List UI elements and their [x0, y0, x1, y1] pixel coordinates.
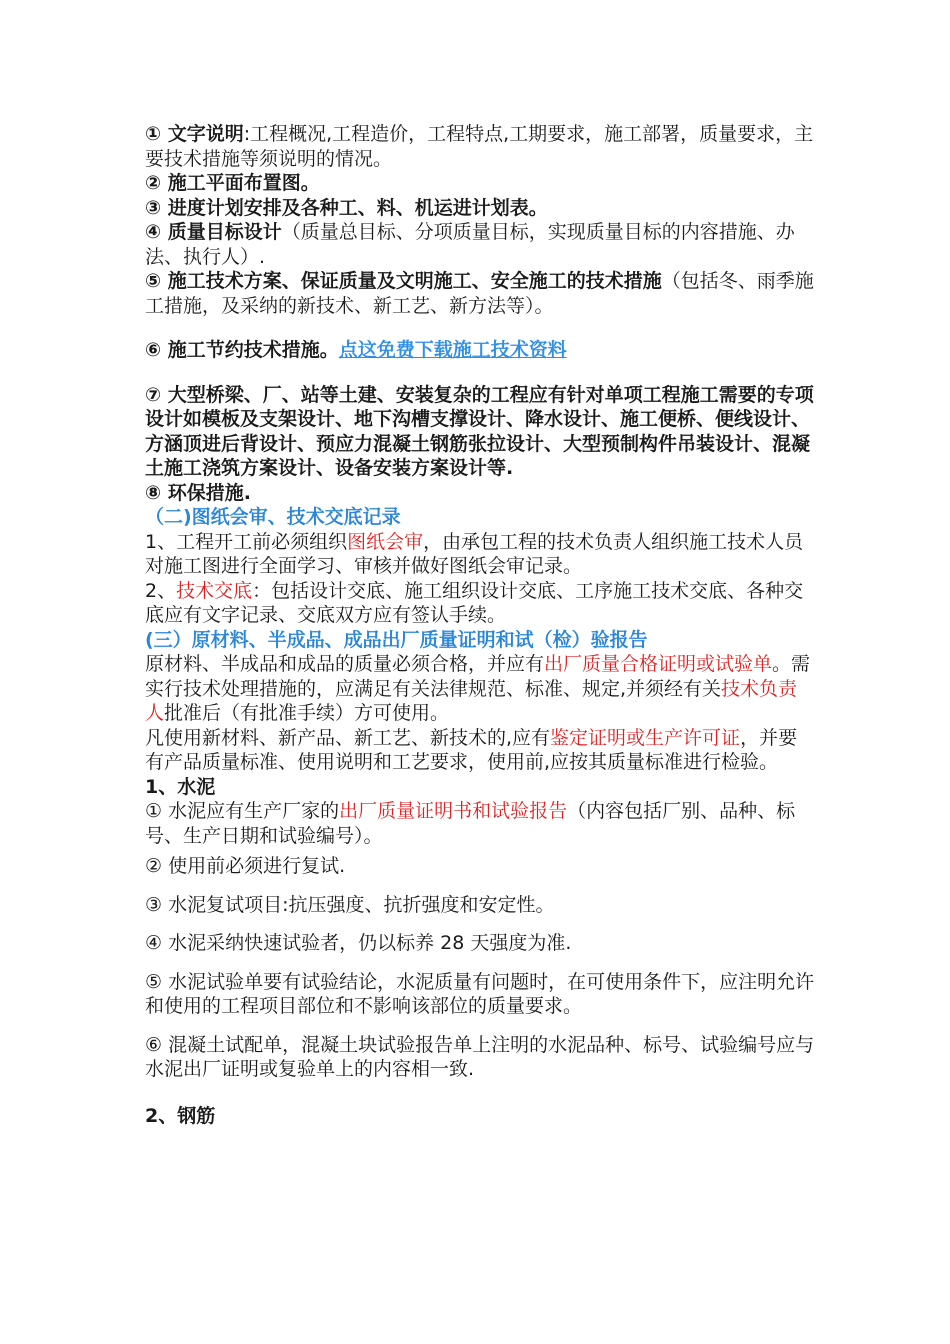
text-run: ：包括设计交底、施工组织设计交底、工序施工技术交底、各种交底应有文字记录、交底双方应有签认手续。 [145, 579, 804, 626]
cement-item-2: ② 使用前必须进行复试. [145, 855, 346, 877]
item-8: ⑧ 环保措施. [145, 481, 251, 504]
item-7: ⑦ 大型桥梁、厂、站等土建、安装复杂的工程应有针对单项工程施工需要的专项设计如模板及支架设计、地下沟槽支撑设计、降水设计、施工便桥、便线设计、方涵顶进后背设计、预应力混凝土钢筋张拉设计、大型预制构件吊装设计、混凝土施工浇筑方案设计、设备安装方案设计等. [145, 383, 814, 479]
item-5-heading: ⑤ 施工技术方案、保证质量及文明施工、安全施工的技术措施 [145, 270, 662, 292]
download-link[interactable]: 点这免费下载施工技术资料 [338, 339, 567, 361]
section-2-para-2 [145, 579, 815, 628]
item-5-body: （包括冬、雨季施工措施，及采纳的新技术、新工艺、新方法等）。 [145, 270, 814, 317]
section-2-title: （二)图纸会审、技术交底记录 [145, 506, 401, 528]
item-4-heading: ④ 质量目标设计 [145, 221, 282, 243]
document-page [145, 122, 815, 1128]
highlight-drawing-review: 图纸会审 [347, 530, 424, 553]
section-3-para-1 [145, 652, 815, 726]
item-6-heading: ⑥ 施工节约技术措施。 [145, 339, 339, 361]
highlight-tech-disclosure: 技术交底 [176, 579, 253, 602]
highlight-quality-certificate: 出厂质量合格证明或试验单 [544, 653, 773, 675]
text-run: 。需实行技术处理措施的，应满足有关法律规范、标准、规定,并须经有关 [145, 653, 811, 700]
text-run: 1、工程开工前必须组织 [145, 530, 348, 553]
text-run: 凡使用新材料、新产品、新工艺、新技术的,应有 [145, 726, 551, 749]
item-5 [145, 269, 815, 318]
item-2: ② 施工平面布置图。 [145, 172, 320, 194]
section-3-title: (三）原材料、半成品、成品出厂质量证明和试（检）验报告 [145, 628, 648, 651]
cement-item-4: ④ 水泥采纳快速试验者，仍以标养 28 天强度为准. [145, 932, 572, 954]
item-4 [145, 220, 815, 269]
text-run: 原材料、半成品和成品的质量必须合格，并应有 [145, 653, 545, 675]
item-3: ③ 进度计划安排及各种工、料、机运进计划表。 [145, 196, 548, 219]
item-4-body: （质量总目标、分项质量目标，实现质量目标的内容措施、办法、执行人）. [145, 221, 795, 268]
item-1-heading: ① 文字说明 [145, 123, 244, 145]
text-run: 2、 [145, 579, 177, 602]
item-1 [145, 122, 815, 171]
cement-item-3: ③ 水泥复试项目:抗压强度、抗折强度和安定性。 [145, 893, 555, 916]
section-3-para-2 [145, 726, 815, 775]
item-6 [145, 338, 815, 363]
text-run: ① 水泥应有生产厂家的 [145, 800, 340, 822]
text-run: （内容包括厂别、品种、标号、生产日期和试验编号）。 [145, 800, 796, 847]
text-run: ，由承包工程的技术负责人组织施工技术人员对施工图进行全面学习、审核并做好图纸会审记录。 [145, 530, 804, 577]
section-2-para-1 [145, 530, 815, 579]
cement-item-6: ⑥ 混凝土试配单，混凝土块试验报告单上注明的水泥品种、标号、试验编号应与水泥出厂证明或复验单上的内容相一致. [145, 1033, 815, 1080]
steel-title: 2、钢筋 [145, 1104, 216, 1127]
highlight-production-license: 鉴定证明或生产许可证 [550, 726, 741, 749]
cement-item-5: ⑤ 水泥试验单要有试验结论，水泥质量有问题时，在可使用条件下，应注明允许和使用的工程项目部位和不影响该部位的质量要求。 [145, 970, 815, 1017]
text-run: 批准后（有批准手续）方可使用。 [164, 702, 450, 724]
cement-item-1 [145, 799, 815, 848]
item-1-body: :工程概况,工程造价，工程特点,工期要求，施工部署，质量要求，主要技术措施等须说明的情况。 [145, 123, 814, 170]
highlight-tech-lead: 技术负责人 [145, 677, 798, 724]
highlight-factory-certificate: 出厂质量证明书和试验报告 [339, 800, 568, 822]
cement-title: 1、水泥 [145, 775, 216, 798]
text-run: ，并要有产品质量标准、使用说明和工艺要求，使用前,应按其质量标准进行检验。 [145, 726, 798, 773]
